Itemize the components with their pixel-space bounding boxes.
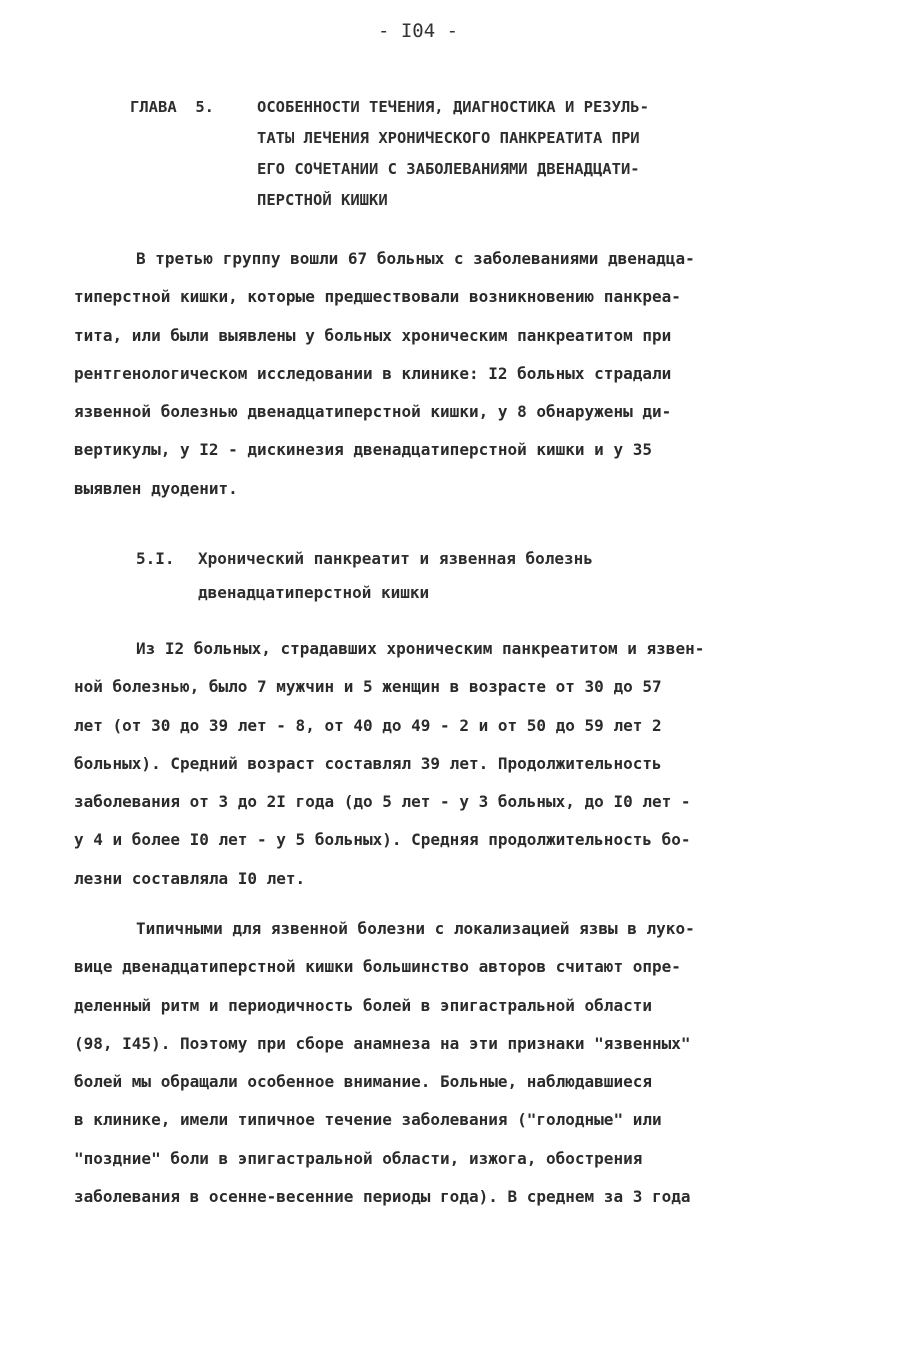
chapter-label: ГЛАВА 5. bbox=[130, 98, 214, 116]
chapter-title-line: ПЕРСТНОЙ КИШКИ bbox=[257, 191, 388, 209]
chapter-title-line: ОСОБЕННОСТИ ТЕЧЕНИЯ, ДИАГНОСТИКА И РЕЗУЛЬ- bbox=[257, 98, 649, 116]
paragraph-symptoms bbox=[74, 910, 864, 1216]
text-line: лет (от 30 до 39 лет - 8, от 40 до 49 - 2 и от 50 до 59 лет 2 bbox=[74, 715, 662, 735]
text-line: язвенной болезнью двенадцатиперстной кишки, у 8 обнаружены ди- bbox=[74, 402, 672, 422]
text-line: лезни составляла I0 лет. bbox=[74, 868, 306, 888]
text-line: болей мы обращали особенное внимание. Больные, наблюдавшиеся bbox=[74, 1072, 652, 1092]
text-line: в клинике, имели типичное течение заболевания ("голодные" или bbox=[74, 1110, 662, 1130]
text-line: В третью группу вошли 67 больных с заболеваниями двенадца- bbox=[136, 249, 695, 268]
chapter-title bbox=[257, 92, 817, 216]
text-line: тита, или были выявлены у больных хроническим панкреатитом при bbox=[74, 325, 672, 345]
text-line: ной болезнью, было 7 мужчин и 5 женщин в возрасте от 30 до 57 bbox=[74, 677, 662, 697]
text-line: вертикулы, у I2 - дискинезия двенадцатиперстной кишки и у 35 bbox=[74, 440, 652, 460]
text-line: Из I2 больных, страдавших хроническим панкреатитом и язвен- bbox=[136, 639, 705, 658]
section-title-line: двенадцатиперстной кишки bbox=[198, 583, 430, 602]
intro-paragraph bbox=[74, 240, 864, 508]
text-line: деленный ритм и периодичность болей в эпигастральной области bbox=[74, 995, 652, 1015]
text-line: "поздние" боли в эпигастральной области, изжога, обострения bbox=[74, 1148, 643, 1168]
section-title bbox=[198, 542, 593, 610]
text-line: типерстной кишки, которые предшествовали возникновению панкреа- bbox=[74, 287, 681, 307]
text-line: у 4 и более I0 лет - у 5 больных). Средняя продолжительность бо- bbox=[74, 830, 691, 850]
chapter-title-line: ТАТЫ ЛЕЧЕНИЯ ХРОНИЧЕСКОГО ПАНКРЕАТИТА ПРИ bbox=[257, 129, 640, 147]
text-line: рентгенологическом исследовании в клинике: I2 больных страдали bbox=[74, 363, 672, 383]
text-line: заболевания от 3 до 2I года (до 5 лет - у 3 больных, до I0 лет - bbox=[74, 792, 691, 812]
text-line: Типичными для язвенной болезни с локализацией язвы в луко- bbox=[136, 919, 695, 938]
text-line: выявлен дуоденит. bbox=[74, 478, 238, 498]
paragraph-patients bbox=[74, 630, 864, 898]
section-title-line: Хронический панкреатит и язвенная болезнь bbox=[198, 549, 593, 568]
text-line: заболевания в осенне-весенние периоды года). В среднем за 3 года bbox=[74, 1187, 691, 1207]
section-number: 5.I. bbox=[136, 549, 175, 568]
chapter-title-line: ЕГО СОЧЕТАНИИ С ЗАБОЛЕВАНИЯМИ ДВЕНАДЦАТИ- bbox=[257, 160, 640, 178]
page-number: - I04 - bbox=[377, 20, 459, 42]
text-line: вице двенадцатиперстной кишки большинство авторов считают опре- bbox=[74, 957, 681, 977]
text-line: больных). Средний возраст составлял 39 лет. Продолжительность bbox=[74, 753, 662, 773]
text-line: (98, I45). Поэтому при сборе анамнеза на эти признаки "язвенных" bbox=[74, 1033, 691, 1053]
